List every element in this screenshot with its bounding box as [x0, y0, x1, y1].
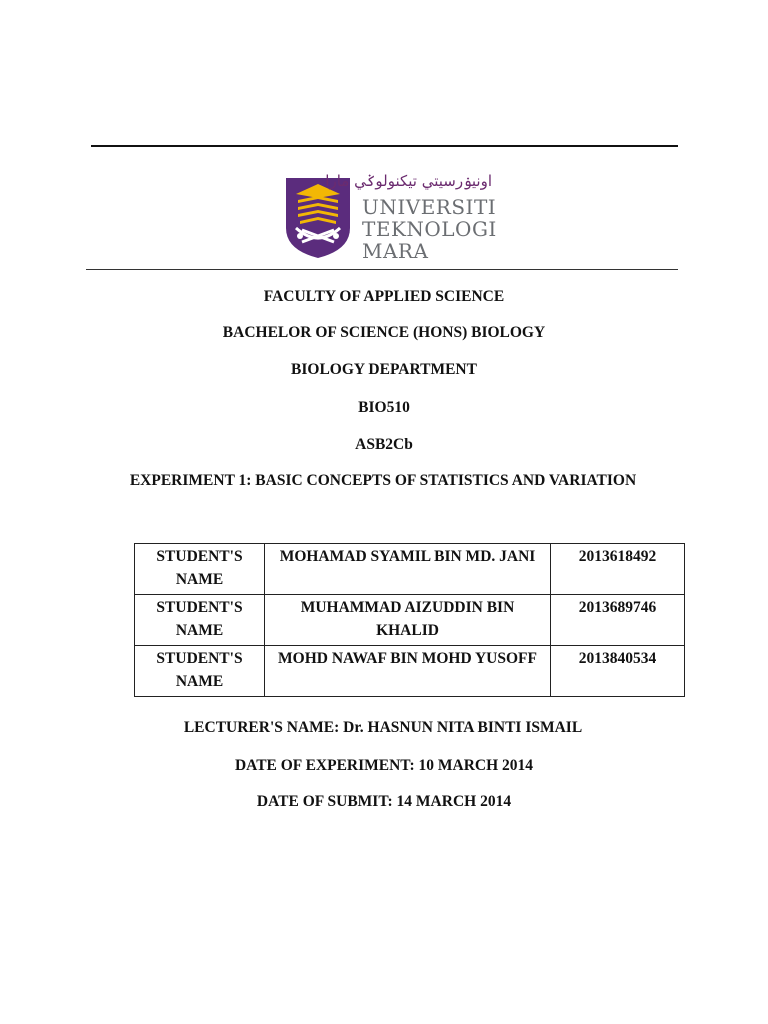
faculty-heading: FACULTY OF APPLIED SCIENCE: [263, 288, 505, 305]
logo-text-line1: UNIVERSITI: [362, 195, 497, 219]
table-row: [135, 544, 685, 595]
student-label-cell: STUDENT'S NAME: [135, 646, 265, 697]
student-name-cell: MUHAMMAD AIZUDDIN BIN KHALID: [265, 595, 551, 646]
student-name-cell: MOHD NAWAF BIN MOHD YUSOFF: [265, 646, 551, 697]
department-heading: BIOLOGY DEPARTMENT: [291, 361, 477, 378]
student-label-cell: STUDENT'S NAME: [135, 595, 265, 646]
bottom-divider: [86, 269, 678, 270]
program-heading: BACHELOR OF SCIENCE (HONS) BIOLOGY: [222, 324, 546, 341]
course-code: BIO510: [358, 399, 410, 416]
student-id-cell: 2013618492: [551, 544, 685, 595]
logo-jawi-text: اونيۏرسيتي تيكنولوݢي مارا: [325, 172, 492, 190]
student-id-cell: 2013689746: [551, 595, 685, 646]
student-name-cell: MOHAMAD SYAMIL BIN MD. JANI: [265, 544, 551, 595]
submit-date: DATE OF SUBMIT: 14 MARCH 2014: [256, 793, 512, 810]
table-row: [135, 646, 685, 697]
university-logo: [284, 172, 497, 263]
logo-text-line2: TEKNOLOGI: [362, 217, 497, 241]
experiment-date: DATE OF EXPERIMENT: 10 MARCH 2014: [234, 757, 534, 774]
experiment-title: EXPERIMENT 1: BASIC CONCEPTS OF STATISTICS AND VARIATION: [129, 472, 637, 489]
group-code: ASB2Cb: [355, 436, 413, 453]
students-table: [134, 543, 685, 697]
logo-text-line3: MARA: [362, 239, 429, 263]
student-id-cell: 2013840534: [551, 646, 685, 697]
student-label-cell: STUDENT'S NAME: [135, 544, 265, 595]
table-row: [135, 595, 685, 646]
lecturer-name: LECTURER'S NAME: Dr. HASNUN NITA BINTI ISMAIL: [183, 719, 583, 736]
top-divider: [91, 145, 678, 147]
